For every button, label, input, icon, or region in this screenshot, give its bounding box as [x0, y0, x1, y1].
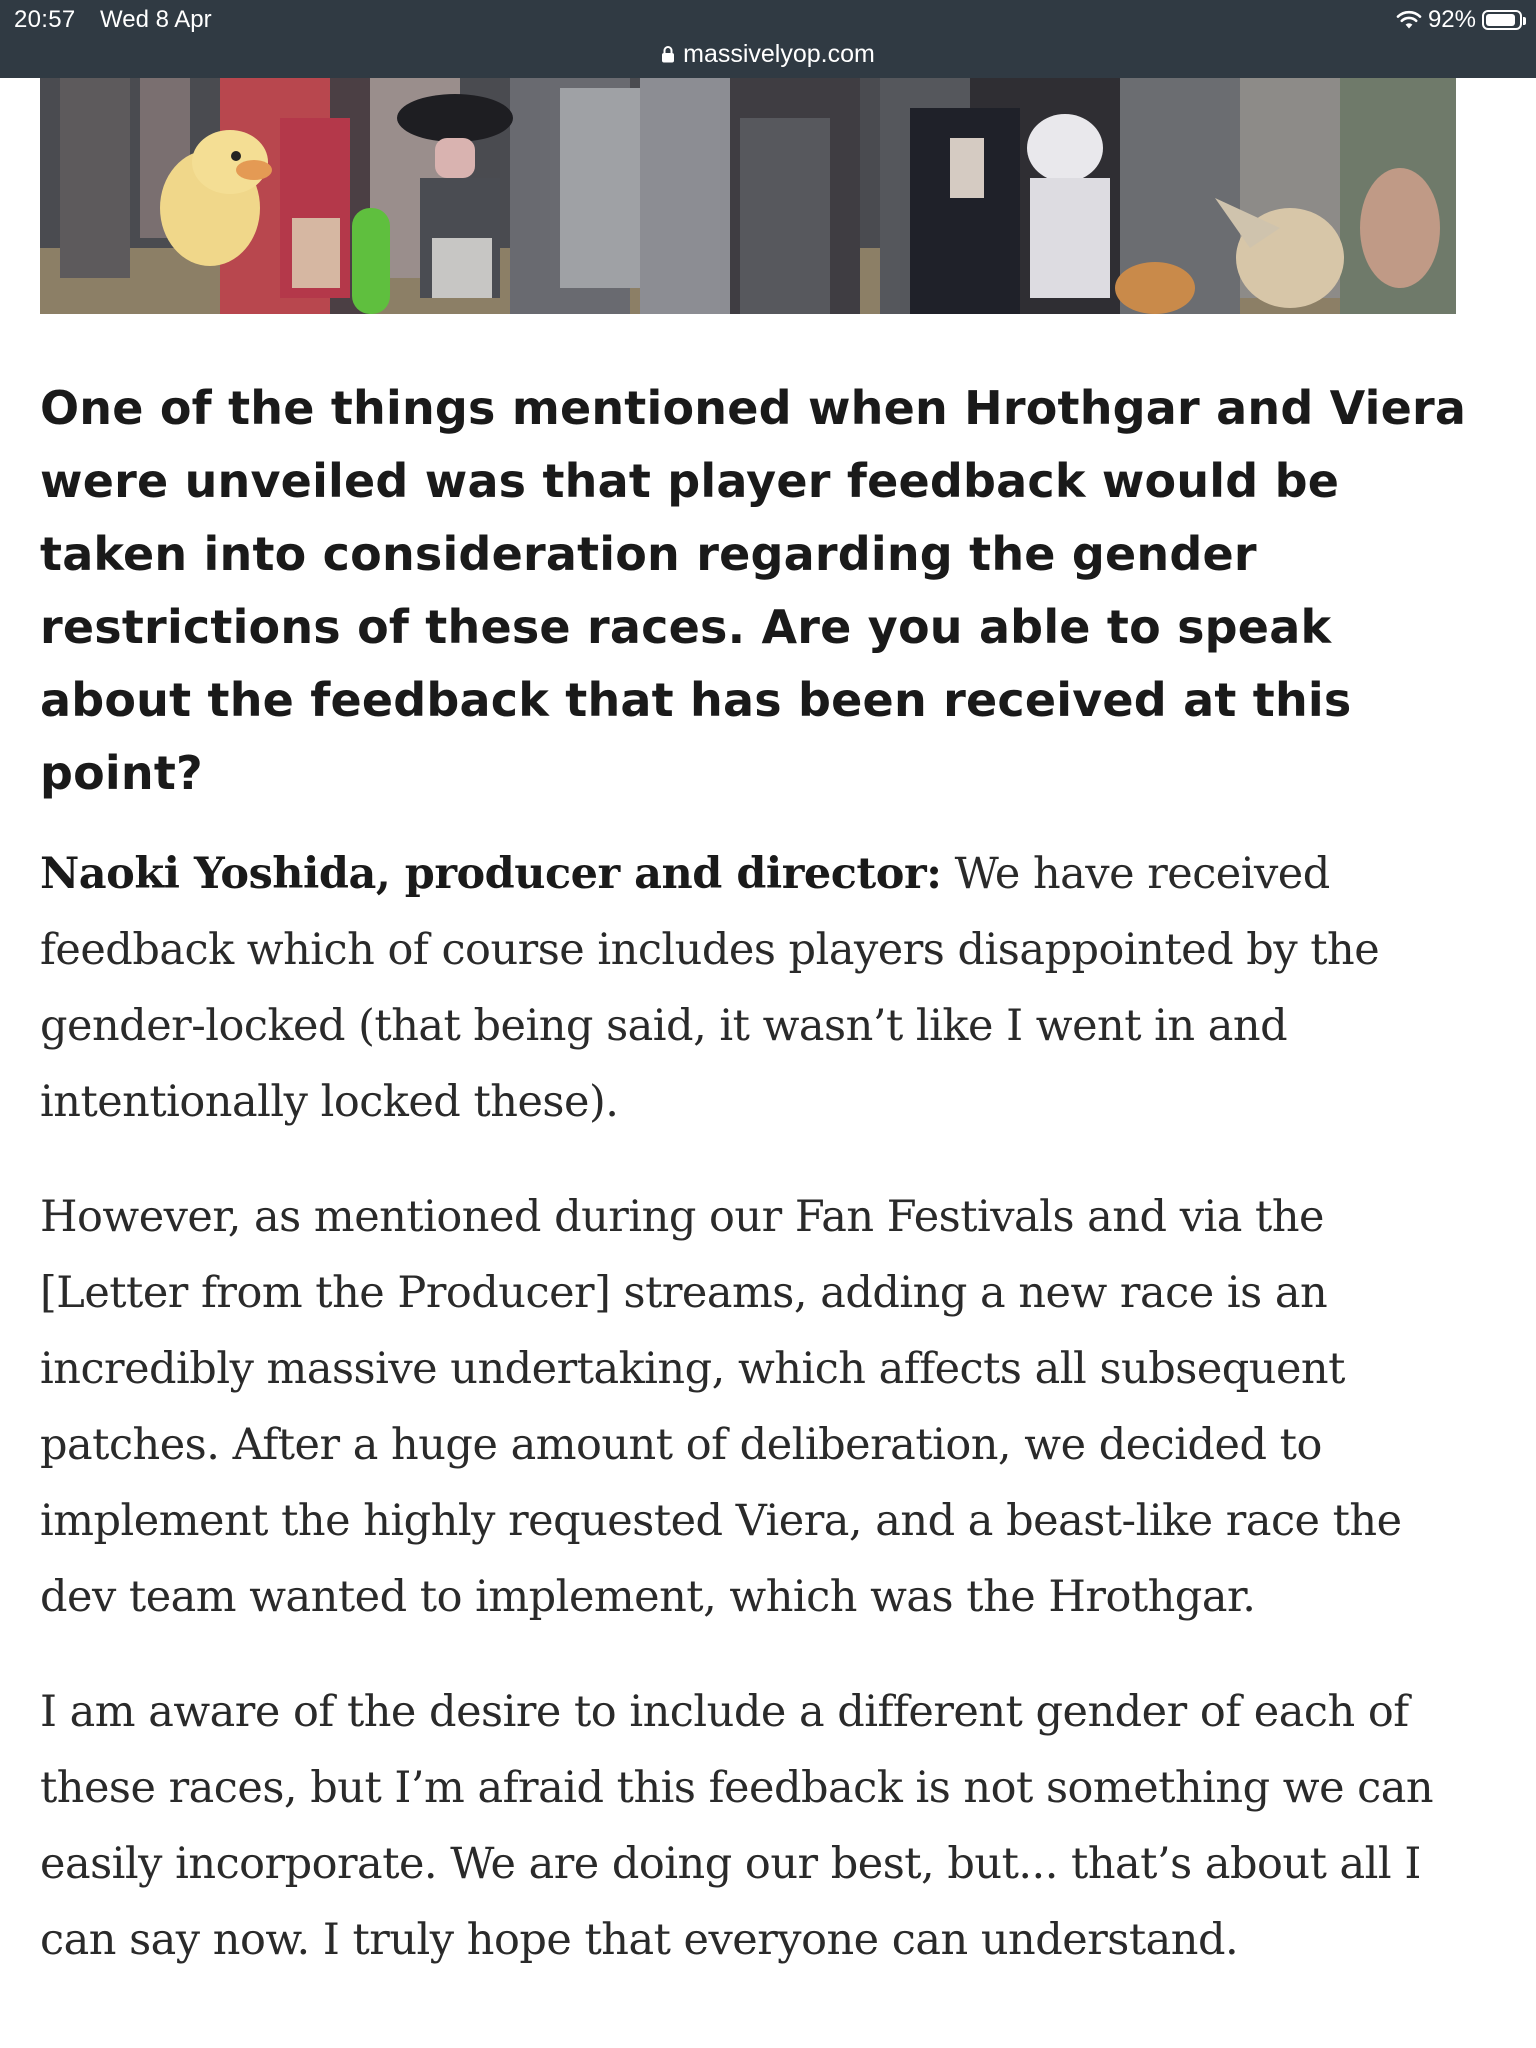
answer-paragraph-2: However, as mentioned during our Fan Festivals and via the [Letter from the Producer] streams, adding a new race is an incredibly massive undertaking, which affects all subsequent patches. After a huge amount of deliberation, we decided to implement the highly requested Viera, and a beast-like race the dev team wanted to implement, which was the Hrothgar. [40, 1192, 1402, 1622]
battery-fill [1486, 14, 1515, 26]
answer-paragraph-3: I am aware of the desire to include a different gender of each of these races, but I’m afraid this feedback is not something we can easily incorporate. We are doing our best, but... that’s about all I can say now. I truly hope that everyone can understand. [40, 1687, 1434, 1965]
characters-crowd-illustration [40, 78, 1456, 314]
status-date: Wed 8 Apr [100, 6, 212, 33]
status-indicators [1396, 5, 1522, 35]
article-body [40, 372, 1480, 1978]
answer-paragraph-1-text: We have received feedback which of course includes players disappointed by the gender-locked (that being said, it wasn’t like I went in and intentionally locked these). [40, 849, 1380, 1127]
article-hero-image [40, 78, 1456, 314]
url-text[interactable]: massivelyop.com [683, 39, 875, 68]
interview-question: One of the things mentioned when Hrothgar and Viera were unveiled was that player feedback would be taken into consideration regarding the gender restrictions of these races. Are you able to speak about the feedback that has been received at this point? [40, 381, 1467, 800]
answer-paragraph-1 [40, 836, 1480, 1140]
status-time: 20:57 [14, 6, 76, 33]
address-bar[interactable] [0, 38, 1536, 70]
battery-icon [1482, 10, 1522, 30]
battery-percentage: 92% [1427, 6, 1476, 33]
lock-icon [661, 45, 675, 63]
browser-top-bar [0, 0, 1536, 78]
answer-speaker: Naoki Yoshida, producer and director: [40, 849, 942, 899]
wifi-icon [1396, 10, 1422, 30]
